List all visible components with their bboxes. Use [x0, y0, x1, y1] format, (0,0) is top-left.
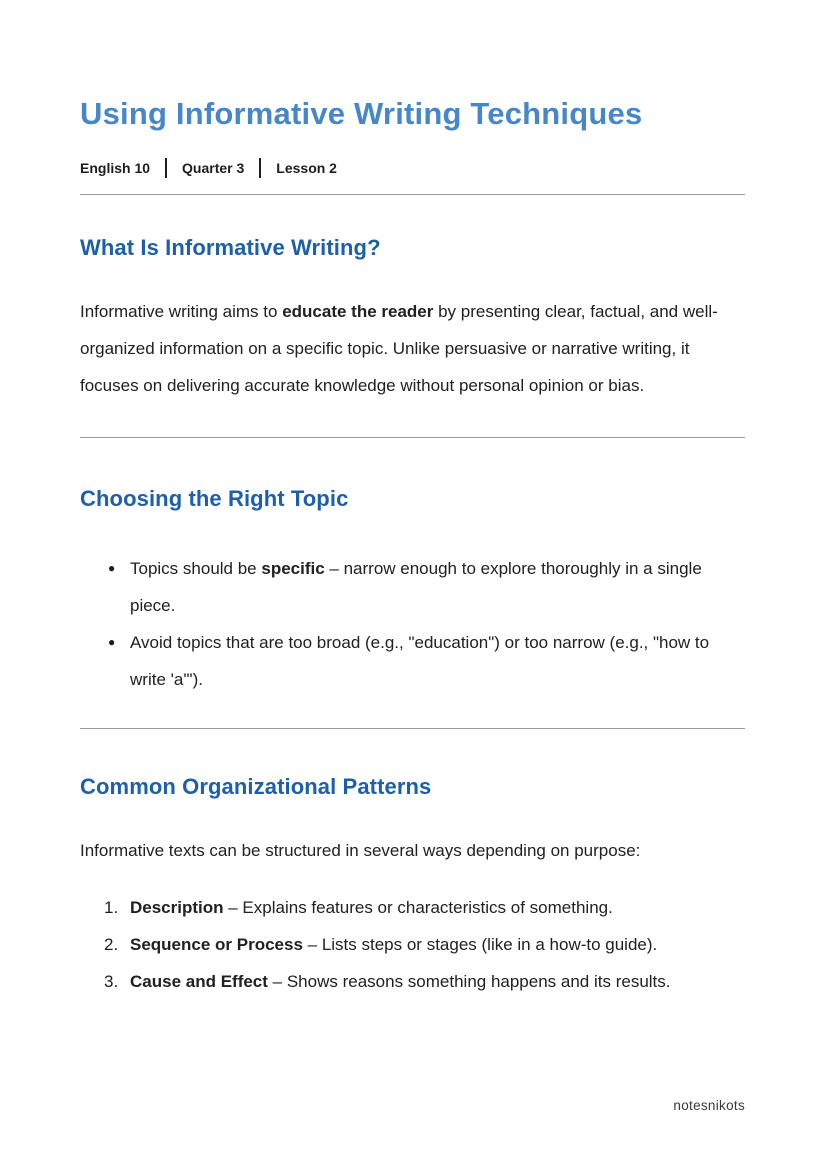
- list-number: 2.: [104, 935, 119, 955]
- meta-quarter: Quarter 3: [182, 160, 245, 177]
- section-heading: Choosing the Right Topic: [80, 486, 349, 512]
- meta-separator: [165, 158, 167, 178]
- body-paragraph: Informative texts can be structured in several ways depending on purpose:: [80, 841, 641, 861]
- list-item-term: Description: [130, 898, 224, 918]
- list-item-segment-bold: specific: [261, 559, 325, 579]
- footer-watermark: notesnikots: [673, 1098, 745, 1113]
- list-item-segment: – narrow enough to explore thoroughly in a single piece.: [130, 559, 702, 616]
- list-item-description: – Lists steps or stages (like in a how-to guide).: [302, 935, 658, 955]
- list-item: [80, 926, 745, 963]
- bullet-list: [80, 550, 745, 698]
- meta-lesson: Lesson 2: [276, 160, 337, 177]
- meta-separator: [259, 158, 261, 178]
- section-divider: [80, 437, 745, 438]
- list-item: [80, 963, 745, 1000]
- list-item-text: [130, 624, 715, 698]
- paragraph-segment: by presenting clear, factual, and well-organized information on a specific topic. Unlike persuasive or narrative writing, it focuses on delivering accurate knowledge without personal opinion or bias.: [80, 302, 718, 396]
- list-item: [80, 624, 745, 698]
- section-choosing-the-right-topic: [80, 486, 745, 698]
- section-what-is-informative-writing: [80, 235, 745, 404]
- section-heading: What Is Informative Writing?: [80, 235, 381, 261]
- paragraph-segment: Informative writing aims to: [80, 302, 283, 322]
- list-item-description: – Explains features or characteristics of something.: [223, 898, 613, 918]
- document-content: [0, 95, 828, 1000]
- list-item-text: [130, 889, 613, 926]
- section-common-organizational-patterns: [80, 774, 745, 1000]
- list-item-description: – Shows reasons something happens and its results.: [267, 972, 671, 992]
- paragraph-segment-bold: educate the reader: [282, 302, 434, 322]
- bullet-dot-icon: ●: [108, 635, 116, 650]
- page-title: Using Informative Writing Techniques: [80, 96, 643, 131]
- list-item: [80, 550, 745, 624]
- list-number: 1.: [104, 898, 119, 918]
- list-item-text: [130, 963, 671, 1000]
- list-item-text: [130, 550, 715, 624]
- body-paragraph: [80, 293, 725, 404]
- bullet-dot-icon: ●: [108, 561, 116, 576]
- list-item-term: Sequence or Process: [130, 935, 303, 955]
- section-heading: Common Organizational Patterns: [80, 774, 432, 800]
- list-item-text: [130, 926, 657, 963]
- numbered-list: [80, 889, 745, 1000]
- meta-subject: English 10: [80, 160, 151, 177]
- section-divider: [80, 194, 745, 195]
- list-item-segment: Topics should be: [130, 559, 262, 579]
- list-item-term: Cause and Effect: [130, 972, 268, 992]
- list-item-segment: Avoid topics that are too broad (e.g., "education") or too narrow (e.g., "how to write 'a'").: [130, 633, 710, 690]
- course-meta: [80, 158, 745, 178]
- section-divider: [80, 728, 745, 729]
- list-number: 3.: [104, 972, 119, 992]
- list-item: [80, 889, 745, 926]
